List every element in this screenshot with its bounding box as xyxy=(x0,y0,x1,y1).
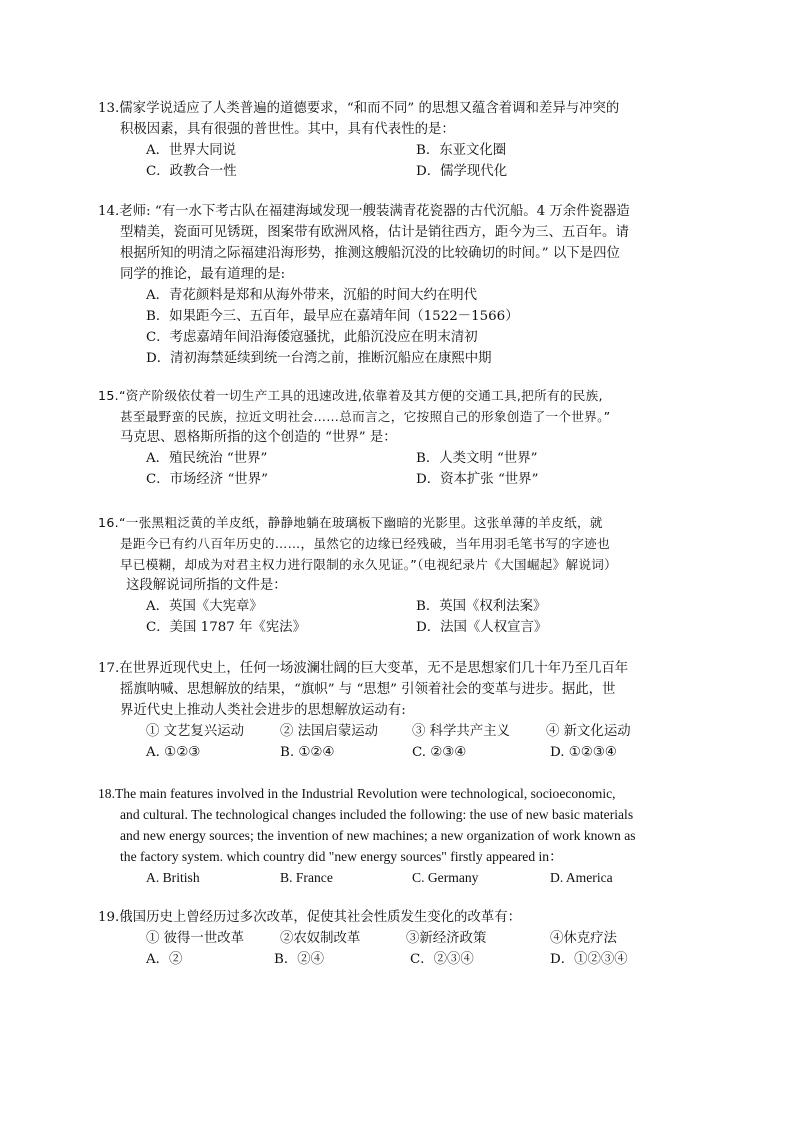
question-19 xyxy=(98,907,680,970)
option-b: B．②④ xyxy=(274,952,325,967)
question-stem-line: 早已模糊，却成为对君主权力进行限制的永久见证。”（电视纪录片《大国崛起》解说词） xyxy=(120,557,618,572)
option-c: C．考虑嘉靖年间沿海倭寇骚扰，此船沉没应在明末清初 xyxy=(146,330,478,345)
question-stem-line: 积极因素，具有很强的普世性。其中，具有代表性的是： xyxy=(120,122,455,137)
option-a: A. ①②③ xyxy=(146,745,201,760)
question-15 xyxy=(98,385,680,490)
question-number: 18. xyxy=(98,786,115,801)
question-stem-line: 型精美，瓷面可见锈斑，图案带有欧洲风格，估计是销往西方，距今为三、五百年。请 xyxy=(120,225,629,240)
option-c: C．市场经济 “世界” xyxy=(146,472,268,487)
option-b: B．英国《权利法案》 xyxy=(416,599,547,614)
option-b: B. France xyxy=(280,870,333,885)
option-c: C．美国 1787 年《宪法》 xyxy=(146,620,306,635)
option-a: A．英国《大宪章》 xyxy=(146,599,263,614)
question-number: 14. xyxy=(98,204,120,219)
question-stem-line: 在世界近现代史上，任何一场波澜壮阔的巨大变革，无不是思想家们几十年乃至几百年 xyxy=(119,661,629,676)
item-3: ③新经济政策 xyxy=(406,931,487,946)
question-stem-line: 同学的推论，最有道理的是: xyxy=(120,267,286,282)
options-row xyxy=(120,448,680,469)
item-4: ④ 新文化运动 xyxy=(546,724,631,739)
option-d: D. America xyxy=(550,870,613,885)
options-row xyxy=(120,469,680,490)
options-row xyxy=(120,596,680,617)
question-stem-line: “一张黑粗泛黄的羊皮纸，静静地躺在玻璃板下幽暗的光影里。这张单薄的羊皮纸，就 xyxy=(118,515,603,530)
option-a: A．世界大同说 xyxy=(146,143,237,158)
option-d: D．儒学现代化 xyxy=(416,164,508,179)
option-a: A．② xyxy=(146,952,183,967)
question-number: 16. xyxy=(98,515,119,530)
question-stem-line: 老师: “有一水下考古队在福建海域发现一艘装满青花瓷器的古代沉船。4 万余件瓷器造 xyxy=(119,204,630,219)
question-stem-line: 界近代史上推动人类社会进步的思想解放运动有: xyxy=(120,703,406,718)
item-1: ① 文艺复兴运动 xyxy=(146,724,244,739)
item-4: ④休克疗法 xyxy=(550,931,617,946)
item-2: ② 法国启蒙运动 xyxy=(280,724,378,739)
item-2: ②农奴制改革 xyxy=(280,931,361,946)
items-row xyxy=(120,721,680,742)
option-d: D．法国《人权宣言》 xyxy=(416,620,548,635)
option-a: A．殖民统治 “世界” xyxy=(146,451,268,466)
question-stem-line: 马克思、恩格斯所指的这个创造的 “世界” 是： xyxy=(120,430,397,445)
question-stem-line: The main features involved in the Industrial Revolution were technological, socioeconomic, xyxy=(115,786,616,801)
option-b: B．人类文明 “世界” xyxy=(416,451,538,466)
question-stem-line: 甚至最野蛮的民族，拉近文明社会……总而言之，它按照自己的形象创造了一个世界。” xyxy=(120,409,611,424)
option-a: A．青花颜料是郑和从海外带来，沉船的时间大约在明代 xyxy=(146,288,478,303)
question-stem-line: 根据所知的明清之际福建沿海形势，推测这艘船沉没的比较确切的时间。” 以下是四位 xyxy=(120,246,620,261)
question-number: 17. xyxy=(98,661,120,676)
option-c: C．政教合一性 xyxy=(146,164,237,179)
question-18 xyxy=(98,783,680,888)
options-row xyxy=(120,161,680,182)
options-row xyxy=(120,949,680,970)
options-row xyxy=(120,140,680,161)
question-stem-line: and new energy sources; the invention of new machines; a new organization of work known as xyxy=(120,828,636,843)
option-c: C．②③④ xyxy=(410,952,474,967)
items-row xyxy=(120,928,680,949)
option-d: D．①②③④ xyxy=(550,952,628,967)
item-1: ① 彼得一世改革 xyxy=(146,931,244,946)
question-stem-line: 儒家学说适应了人类普遍的道德要求，“和而不同” 的思想又蕴含着调和差异与冲突的 xyxy=(119,101,620,116)
options-row xyxy=(120,867,680,888)
question-13 xyxy=(98,98,680,182)
option-d: D. ①②③④ xyxy=(550,745,617,760)
question-number: 13. xyxy=(98,101,120,116)
option-b: B. ①②④ xyxy=(280,745,335,760)
question-stem-line: 这段解说词所指的文件是： xyxy=(126,578,287,593)
option-d: D．清初海禁延续到统一台湾之前，推断沉船应在康熙中期 xyxy=(146,351,492,366)
options-row xyxy=(120,742,680,763)
question-stem-line: 是距今已有约八百年历史的……，虽然它的边缘已经残破，当年用羽毛笔书写的字迹也 xyxy=(120,536,610,551)
option-b: B．如果距今三、五百年，最早应在嘉靖年间（1522－1566） xyxy=(146,309,519,324)
question-17 xyxy=(98,658,680,763)
question-14 xyxy=(98,201,680,369)
item-3: ③ 科学共产主义 xyxy=(412,724,510,739)
question-stem-line: 摇旗呐喊、思想解放的结果，“旗帜” 与 “思想” 引领着社会的变革与进步。据此，世 xyxy=(120,682,616,697)
question-stem-line: 俄国历史上曾经历过多次改革，促使其社会性质发生变化的改革有： xyxy=(119,910,522,925)
question-stem-line: the factory system. which country did "new energy sources" firstly appeared in： xyxy=(120,849,563,864)
options-row xyxy=(120,617,680,638)
option-b: B．东亚文化圈 xyxy=(416,143,507,158)
question-stem-line: and cultural. The technological changes included the following: the use of new basic materials xyxy=(120,807,634,822)
question-stem-line: “资产阶级依仗着一切生产工具的迅速改进,依靠着及其方便的交通工具,把所有的民族, xyxy=(118,388,603,403)
option-a: A. British xyxy=(146,870,200,885)
question-number: 19. xyxy=(98,910,120,925)
option-c: C. Germany xyxy=(412,870,479,885)
question-number: 15. xyxy=(98,388,119,403)
question-16 xyxy=(98,512,680,638)
option-d: D．资本扩张 “世界” xyxy=(416,472,539,487)
option-c: C. ②③④ xyxy=(412,745,467,760)
